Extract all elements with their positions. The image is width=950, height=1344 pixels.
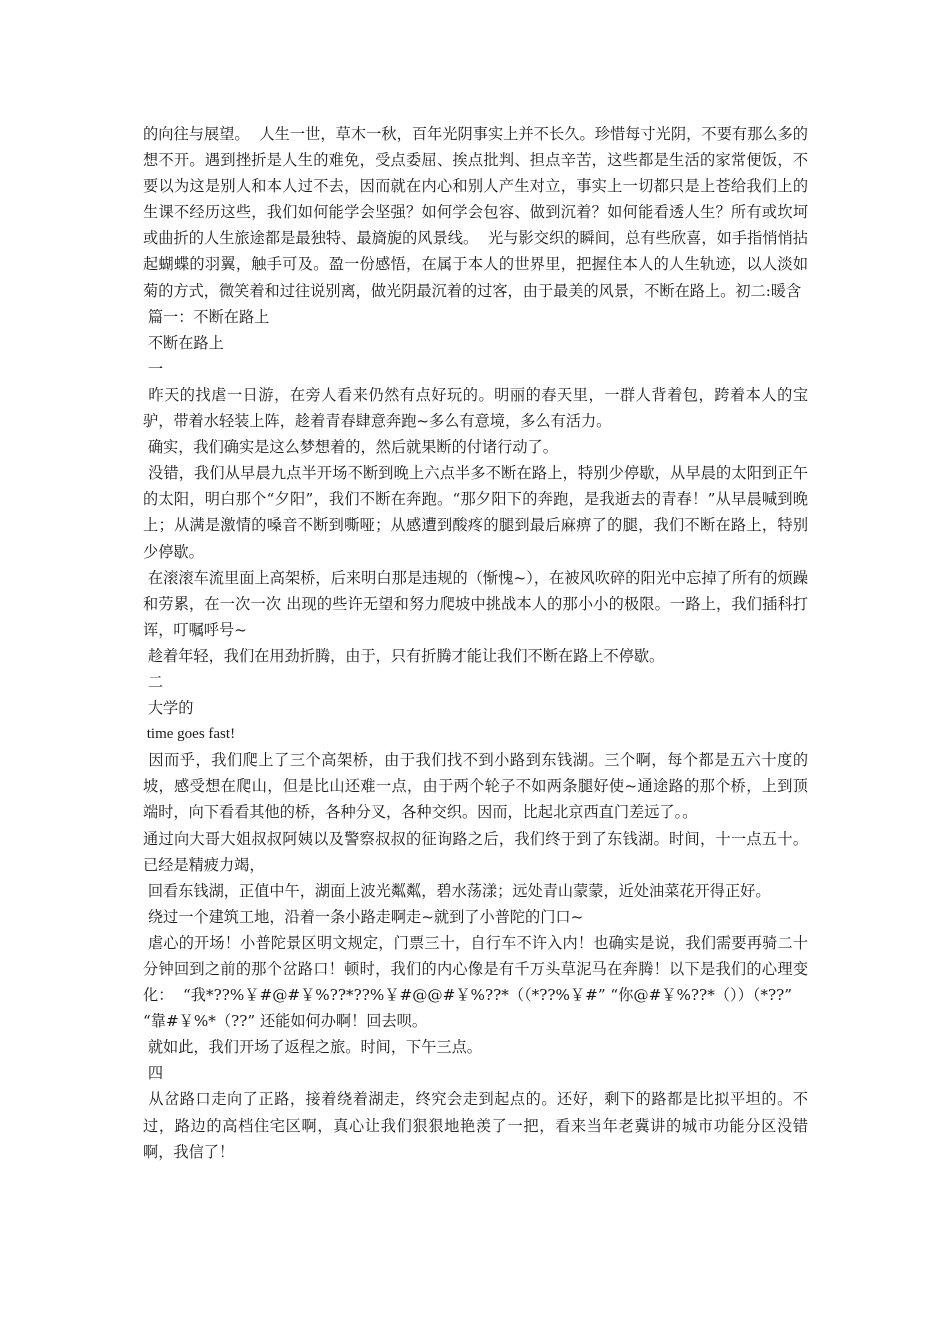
- section-heading-two: 二: [143, 672, 164, 691]
- paragraph: 在滚滚车流里面上高架桥，后来明白那是违规的（惭愧~），在被风吹碎的阳光中忘掉了所有的烦躁和劳累，在一次一次 出现的些许无望和努力爬坡中挑战本人的那小小的极限。一路上，我们插科打诨，叮嘱呼号~: [143, 568, 808, 639]
- paragraph: 趁着年轻，我们在用劲折腾，由于，只有折腾才能让我们不断在路上不停歇。: [143, 646, 665, 665]
- paragraph: 通过向大哥大姐叔叔阿姨以及警察叔叔的征询路之后，我们终于到了东钱湖。时间，十一点五十。已经是精疲力竭，: [143, 829, 808, 874]
- paragraph: 大学的: [143, 699, 194, 718]
- section-heading-one: 一: [143, 359, 164, 378]
- paragraph: 没错，我们从早晨九点半开场不断到晚上六点半多不断在路上，特别少停歇，从早晨的太阳到正午的太阳，明白那个“夕阳”，我们不断在奔跑。“那夕阳下的奔跑，是我逝去的青春！”从早晨喊到晚上；从满是激情的嗓音不断到嘶哑；从感遭到酸疼的腿到最后麻痹了的腿，我们不断在路上，特别少停歇。: [143, 464, 809, 561]
- paragraph: 确实，我们确实是这么梦想着的，然后就果断的付诸行动了。: [143, 438, 558, 457]
- paragraph-english: time goes fast!: [143, 726, 236, 743]
- paragraph: 回看东钱湖，正值中午，湖面上波光粼粼，碧水荡漾；远处青山蒙蒙，近处油菜花开得正好。: [143, 881, 771, 900]
- paragraph: “靠#￥%*（??” 还能如何办啊！回去呗。: [143, 1012, 428, 1031]
- document-body: [143, 121, 808, 1165]
- paragraph: 就如此，我们开场了返程之旅。时间，下午三点。: [143, 1038, 482, 1057]
- section-heading-four: 四: [143, 1064, 164, 1083]
- paragraph: 昨天的找虐一日游，在旁人看来仍然有点好玩的。明丽的春天里，一群人背着包，跨着本人的宝驴，带着水轻装上阵，趁着青春肆意奔跑~多么有意境，多么有活力。: [143, 385, 809, 431]
- article-title: 篇一：不断在路上: [143, 307, 270, 326]
- paragraph-intro: 的向往与展望。 人生一世，草木一秋，百年光阴事实上并不长久。珍惜每寸光阴，不要有那么多的想不开。遇到挫折是人生的难免，受点委屈、挨点批判、担点辛苦，这些都是生活的家常便饭，不要以为这是别人和本人过不去，因而就在内心和别人产生对立，事实上一切都只是上苍给我们上的生课不经历这些，我们如何能学会坚强？如何学会包容、做到沉着？如何能看透人生？所有或坎坷或曲折的人生旅途都是最独特、最旖旎的风景线。 光与影交织的瞬间，总有些欣喜，如手指悄悄拈起蝴蝶的羽翼，触手可及。盈一份感悟，在属于本人的世界里，把握住本人的人生轨迹，以人淡如菊的方式，微笑着和过往说别离，做光阴最沉着的过客，由于最美的风景，不断在路上。初二:暖含: [143, 125, 808, 300]
- article-subtitle: 不断在路上: [143, 333, 224, 352]
- paragraph: 绕过一个建筑工地，沿着一条小路走啊走~就到了小普陀的门口~: [143, 907, 584, 926]
- paragraph: 虐心的开场！小普陀景区明文规定，门票三十，自行车不许入内！也确实是说，我们需要再骑二十分钟回到之前的那个岔路口！顿时，我们的内心像是有千万头草泥马在奔腾！以下是我们的心理变化： “我*??%￥#@#￥%??*??%￥#@@#￥%??*（（*??%￥#” “你@#￥%??*（））（*??”: [143, 933, 809, 1005]
- paragraph: 从岔路口走向了正路，接着绕着湖走，终究会走到起点的。还好，剩下的路都是比拟平坦的。不过，路边的高档住宅区啊，真心让我们狠狠地艳羡了一把，看来当年老冀讲的城市功能分区没错啊，我信了！: [143, 1090, 809, 1161]
- paragraph: 因而乎，我们爬上了三个高架桥，由于我们找不到小路到东钱湖。三个啊，每个都是五六十度的坡，感受想在爬山，但是比山还难一点，由于两个轮子不如两条腿好使~通途路的那个桥，上到顶端时，向下看看其他的桥，各种分叉，各种交织。因而，比起北京西直门差远了。。: [143, 751, 809, 822]
